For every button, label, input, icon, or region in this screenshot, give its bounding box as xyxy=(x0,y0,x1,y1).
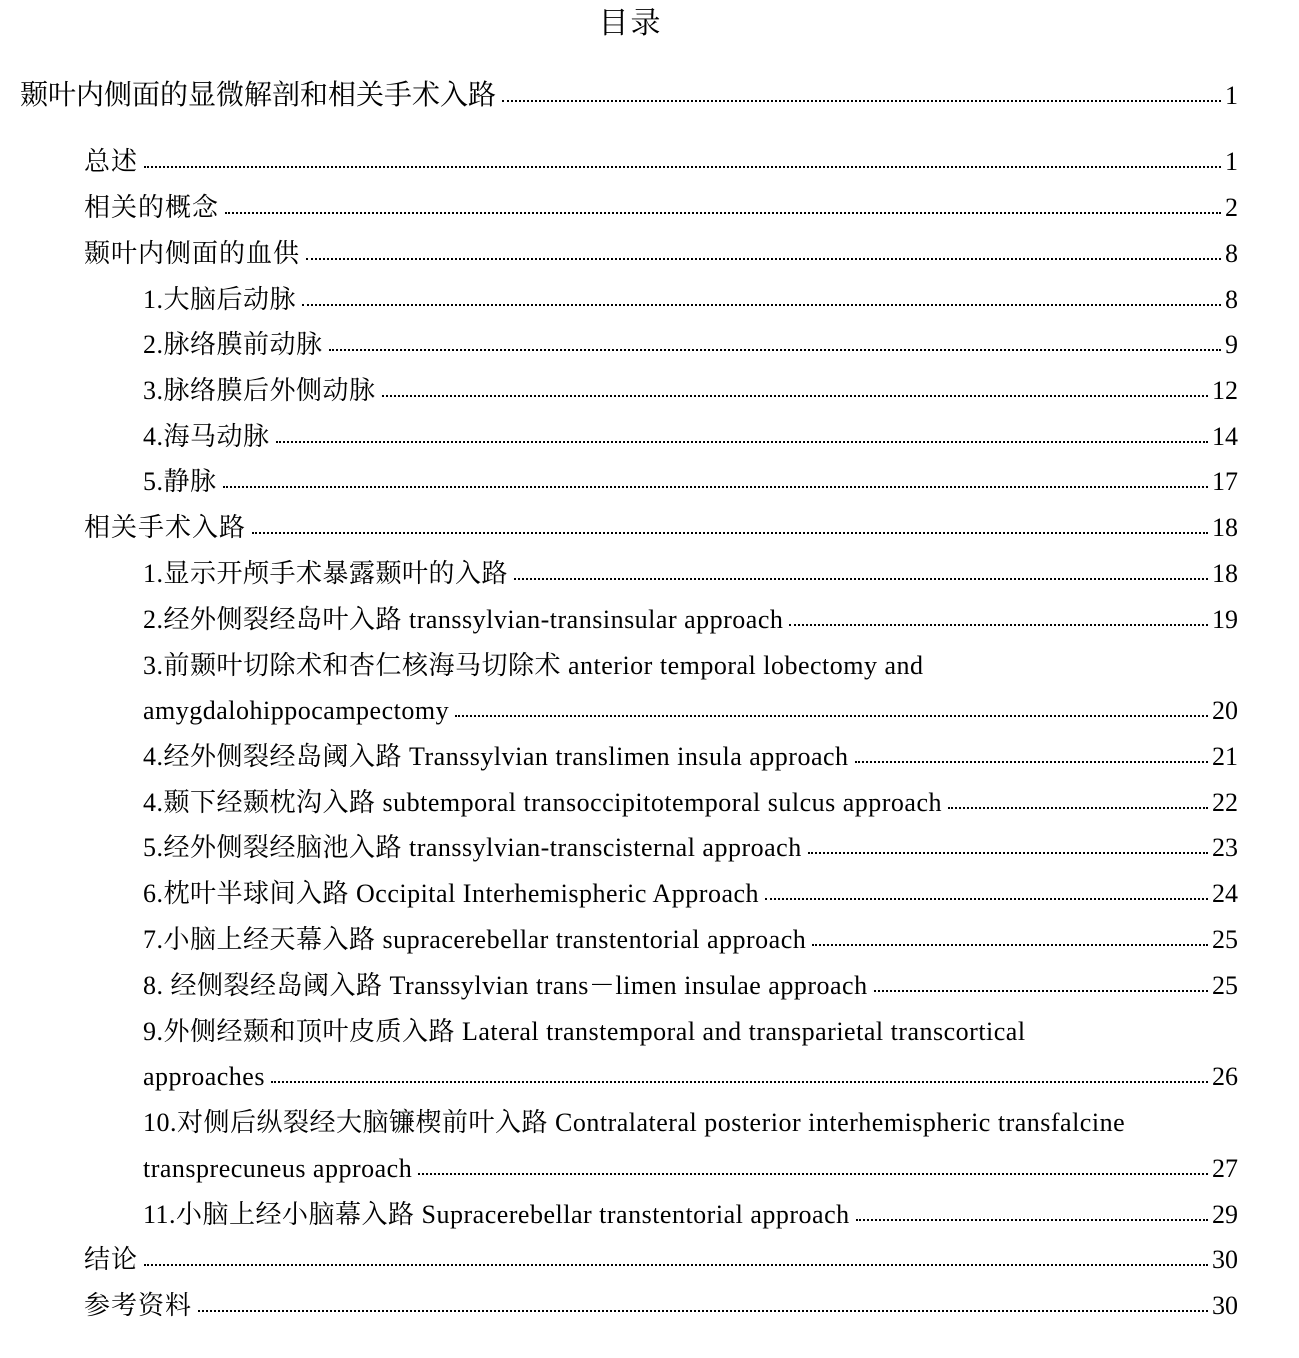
toc-entry[interactable] xyxy=(143,877,1238,911)
toc-entry-text: 8. 经侧裂经岛阈入路 Transsylvian trans－limen insulae approach xyxy=(143,971,868,1000)
dot-leader xyxy=(455,715,1208,717)
toc-page-number: 17 xyxy=(1212,467,1238,496)
toc-entry[interactable] xyxy=(20,78,1238,113)
dot-leader xyxy=(948,807,1208,809)
toc-entry-text: 2.脉络膜前动脉 xyxy=(143,330,323,359)
toc-entry-text: 5.经外侧裂经脑池入路 transsylvian-transcisternal approach xyxy=(143,833,802,862)
toc-page-number: 12 xyxy=(1212,376,1238,405)
toc-entry-text: 1.大脑后动脉 xyxy=(143,285,297,314)
dot-leader xyxy=(276,441,1208,443)
toc-page-number: 20 xyxy=(1212,696,1238,725)
toc-page-number: 23 xyxy=(1212,833,1238,862)
toc-entry-text: 7.小脑上经天幕入路 supracerebellar transtentorial approach xyxy=(143,925,807,954)
toc-entry-text: approaches xyxy=(143,1062,265,1091)
toc-entry-text-line1[interactable]: 3.前颞叶切除术和杏仁核海马切除术 anterior temporal lobectomy and xyxy=(143,651,924,680)
toc-entry-text: 结论 xyxy=(84,1245,139,1274)
toc-page-number: 24 xyxy=(1212,879,1238,908)
toc-page-number: 29 xyxy=(1212,1200,1238,1229)
toc-page-number: 19 xyxy=(1212,605,1238,634)
dot-leader xyxy=(789,624,1208,626)
toc-entry[interactable] xyxy=(143,1198,1238,1232)
toc-entry-text: 4.颞下经颞枕沟入路 subtemporal transoccipitotemporal sulcus approach xyxy=(143,788,943,817)
toc-entry[interactable] xyxy=(143,603,1238,637)
toc-page-number: 30 xyxy=(1212,1245,1238,1274)
toc-page-number: 25 xyxy=(1212,971,1238,1000)
toc-entry-text: 相关的概念 xyxy=(84,193,220,222)
dot-leader xyxy=(306,258,1221,260)
page-title: 目录 xyxy=(598,7,663,40)
toc-entry-text-line1[interactable]: 10.对侧后纵裂经大脑镰楔前叶入路 Contralateral posterior interhemispheric transfalcine xyxy=(143,1108,1126,1137)
dot-leader xyxy=(418,1173,1208,1175)
toc-entry[interactable] xyxy=(143,1060,1238,1094)
toc-entry[interactable] xyxy=(143,283,1238,317)
toc-entry[interactable] xyxy=(143,786,1238,820)
dot-leader xyxy=(855,761,1208,763)
toc-page-number: 9 xyxy=(1225,330,1238,359)
toc-page-number: 30 xyxy=(1212,1291,1238,1320)
toc-page-number: 21 xyxy=(1212,742,1238,771)
dot-leader xyxy=(765,898,1208,900)
toc-entry-text: 参考资料 xyxy=(84,1291,193,1320)
toc-entry[interactable] xyxy=(84,511,1238,545)
toc-entry-text: 相关手术入路 xyxy=(84,513,247,542)
toc-entry-text: 5.静脉 xyxy=(143,467,217,496)
toc-entry[interactable] xyxy=(84,145,1238,179)
dot-leader xyxy=(144,1264,1208,1266)
dot-leader xyxy=(808,852,1208,854)
dot-leader xyxy=(502,100,1221,102)
toc-page-number: 2 xyxy=(1225,193,1238,222)
toc-entry-text: transprecuneus approach xyxy=(143,1154,413,1183)
dot-leader xyxy=(271,1081,1208,1083)
toc-page-number: 25 xyxy=(1212,925,1238,954)
toc-entry[interactable] xyxy=(84,1243,1238,1277)
dot-leader xyxy=(812,944,1208,946)
toc-entry-text: amygdalohippocampectomy xyxy=(143,696,450,725)
toc-entry[interactable] xyxy=(143,328,1238,362)
dot-leader xyxy=(302,304,1221,306)
toc-entry[interactable] xyxy=(143,740,1238,774)
toc-page-number: 27 xyxy=(1212,1154,1238,1183)
dot-leader xyxy=(252,532,1208,534)
dot-leader xyxy=(144,166,1221,168)
toc-entry-text: 颞叶内侧面的显微解剖和相关手术入路 xyxy=(20,79,497,110)
toc-page-number: 8 xyxy=(1225,285,1238,314)
toc-page-number: 1 xyxy=(1225,147,1238,176)
toc-entry[interactable] xyxy=(143,420,1238,454)
dot-leader xyxy=(856,1219,1208,1221)
toc-entry-text: 6.枕叶半球间入路 Occipital Interhemispheric Approach xyxy=(143,879,760,908)
toc-entry-text: 总述 xyxy=(84,147,139,176)
dot-leader xyxy=(874,990,1208,992)
toc-entry[interactable] xyxy=(143,374,1238,408)
dot-leader xyxy=(382,395,1208,397)
toc-entry-text: 颞叶内侧面的血供 xyxy=(84,239,301,268)
dot-leader xyxy=(198,1310,1208,1312)
dot-leader xyxy=(225,212,1221,214)
toc-entry-text: 11.小脑上经小脑幕入路 Supracerebellar transtentorial approach xyxy=(143,1200,850,1229)
toc-page-number: 8 xyxy=(1225,239,1238,268)
toc-entry[interactable] xyxy=(143,557,1238,591)
dot-leader xyxy=(223,486,1208,488)
toc-page-number: 1 xyxy=(1225,81,1238,110)
toc-entry-text: 2.经外侧裂经岛叶入路 transsylvian-transinsular approach xyxy=(143,605,784,634)
toc-page-number: 26 xyxy=(1212,1062,1238,1091)
toc-entry[interactable] xyxy=(84,237,1238,271)
toc-page-number: 14 xyxy=(1212,422,1238,451)
toc-entry[interactable] xyxy=(143,694,1238,728)
toc-entry-text-line1[interactable]: 9.外侧经颞和顶叶皮质入路 Lateral transtemporal and transparietal transcortical xyxy=(143,1017,1026,1046)
toc-page-number: 22 xyxy=(1212,788,1238,817)
toc-entry-text: 1.显示开颅手术暴露颞叶的入路 xyxy=(143,559,509,588)
toc-entry[interactable] xyxy=(143,969,1238,1003)
toc-entry[interactable] xyxy=(84,1289,1238,1323)
toc-entry[interactable] xyxy=(143,465,1238,499)
toc-entry[interactable] xyxy=(84,191,1238,225)
toc-entry-text: 4.经外侧裂经岛阈入路 Transsylvian translimen insula approach xyxy=(143,742,849,771)
toc-entry[interactable] xyxy=(143,831,1238,865)
toc-entry-text: 4.海马动脉 xyxy=(143,422,270,451)
dot-leader xyxy=(514,578,1208,580)
toc-entry[interactable] xyxy=(143,923,1238,957)
toc-page-number: 18 xyxy=(1212,559,1238,588)
dot-leader xyxy=(329,349,1221,351)
toc-page-number: 18 xyxy=(1212,513,1238,542)
toc-entry-text: 3.脉络膜后外侧动脉 xyxy=(143,376,376,405)
toc-entry[interactable] xyxy=(143,1152,1238,1186)
